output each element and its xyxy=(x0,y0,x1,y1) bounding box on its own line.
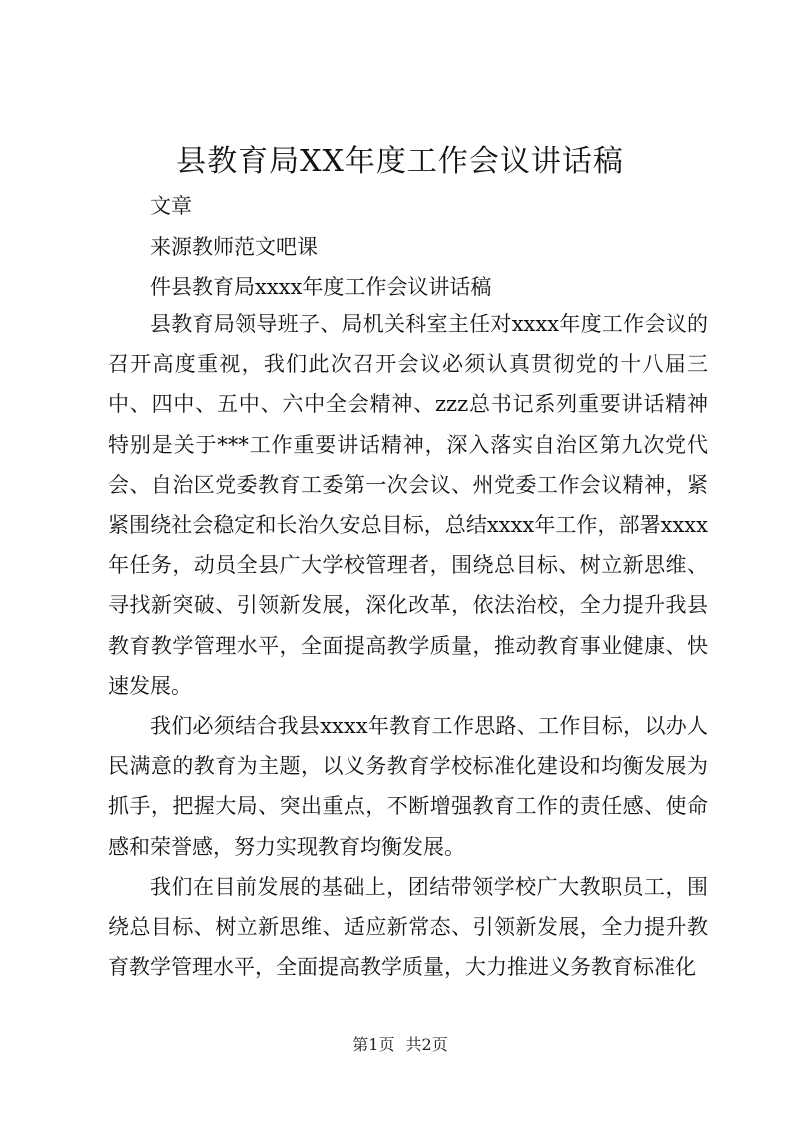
body-paragraph-block-1 xyxy=(108,304,708,706)
page-number-current: 第1页 xyxy=(352,1035,395,1054)
meta-line-subtitle: 件县教育局xxxx年度工作会议讲话稿 xyxy=(150,275,492,299)
body-paragraph-block-2 xyxy=(108,706,708,867)
meta-line-article: 文章 xyxy=(150,194,192,218)
body-paragraph: 我们在目前发展的基础上，团结带领学校广大教职员工，围绕总目标、树立新思维、适应新常态、引领新发展，全力提升教育教学管理水平，全面提高教学质量，大力推进义务教育标准化 xyxy=(108,875,708,980)
body-paragraph: 县教育局领导班子、局机关科室主任对xxxx年度工作会议的召开高度重视，我们此次召开会议必须认真贯彻党的十八届三中、四中、五中、六中全会精神、zzz总书记系列重要讲话精神特别是关于***工作重要讲话精神，深入落实自治区第九次党代会、自治区党委教育工委第一次会议、州党委工作会议精神，紧紧围绕社会稳定和长治久安总目标，总结xxxx年工作，部署xxxx年任务，动员全县广大学校管理者，围绕总目标、树立新思维、寻找新突破、引领新发展，深化改革，依法治校，全力提升我县教育教学管理水平，全面提高教学质量，推动教育事业健康、快速发展。 xyxy=(108,312,708,698)
body-paragraph-block-3 xyxy=(108,867,708,988)
meta-line-source: 来源教师范文吧课 xyxy=(150,235,318,259)
page-footer xyxy=(0,1034,800,1056)
body-paragraph: 我们必须结合我县xxxx年教育工作思路、工作目标，以办人民满意的教育为主题，以义务教育学校标准化建设和均衡发展为抓手，把握大局、突出重点，不断增强教育工作的责任感、使命感和荣誉感，努力实现教育均衡发展。 xyxy=(108,714,708,859)
page-number-total: 共2页 xyxy=(405,1035,448,1054)
document-title: 县教育局XX年度工作会议讲话稿 xyxy=(176,144,624,179)
